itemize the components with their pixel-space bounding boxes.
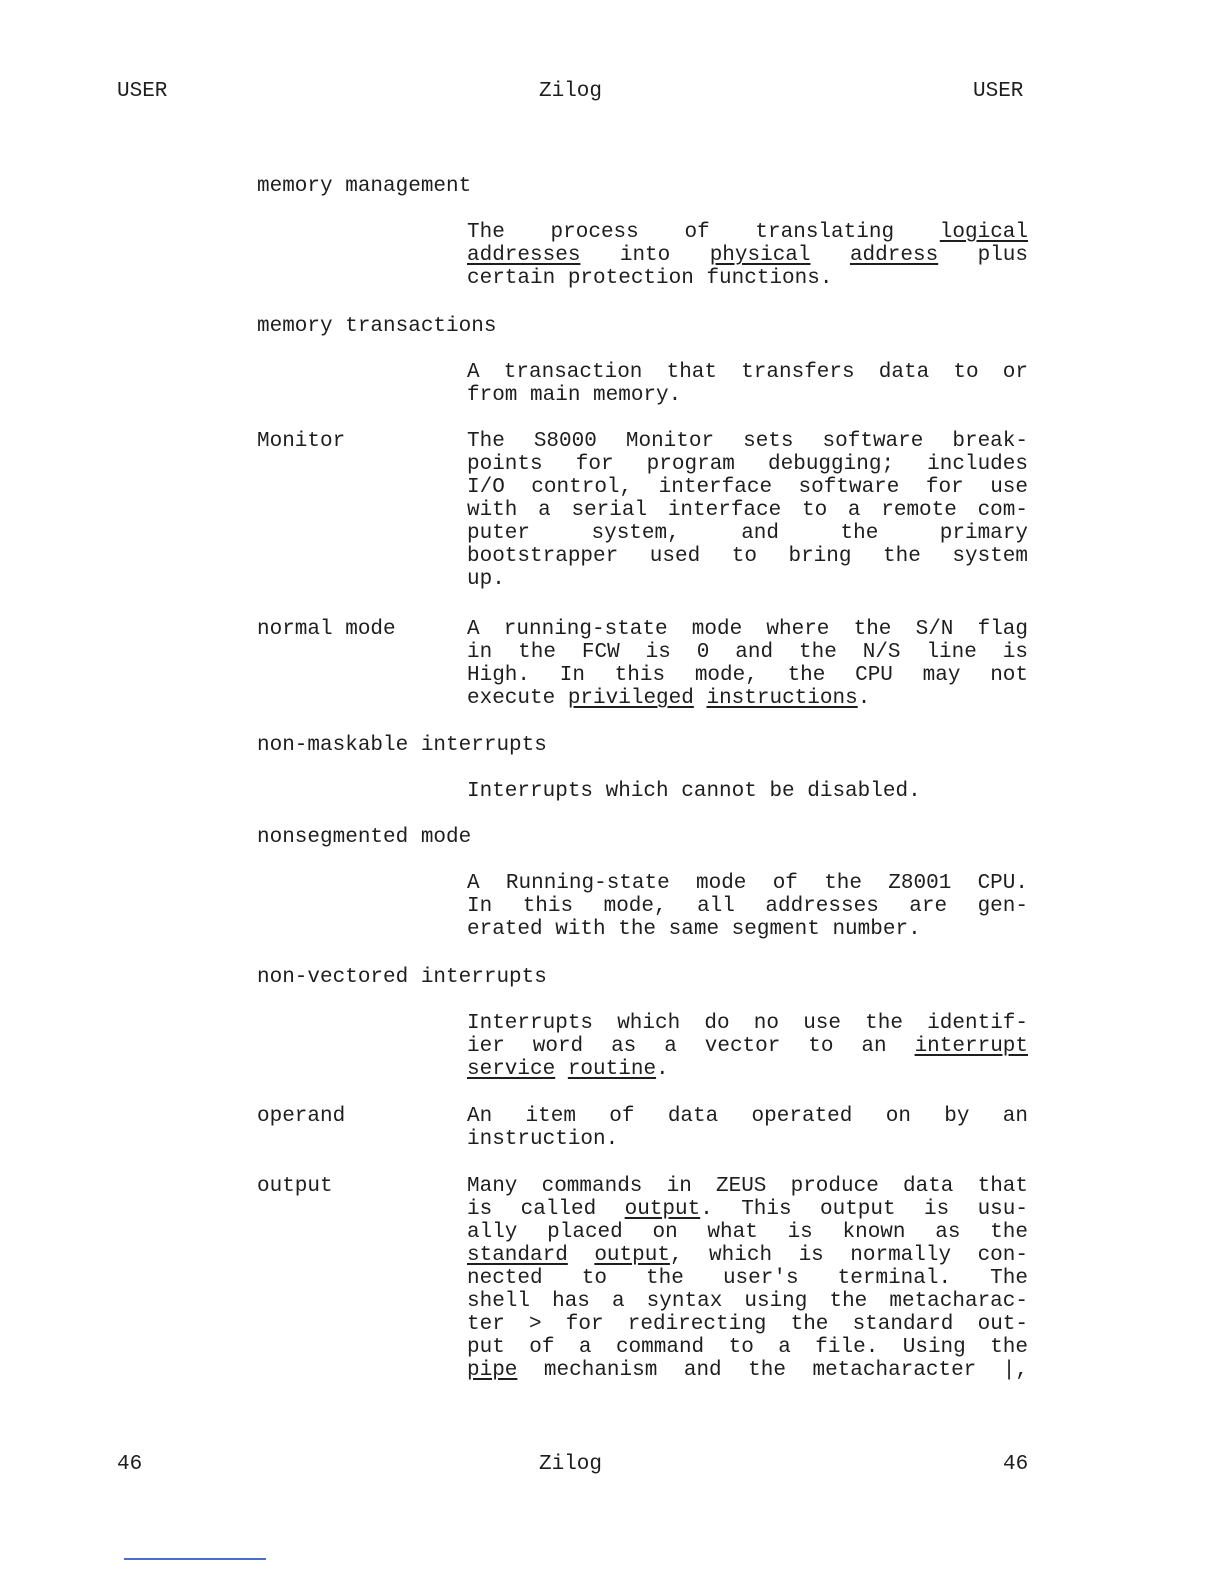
definition-text: into	[580, 244, 710, 267]
definition-line: Interrupts which do no use the identif-	[467, 1012, 1028, 1035]
link-logical: logical	[939, 221, 1028, 244]
link-routine: routine	[567, 1058, 657, 1081]
definition-line: Many commands in ZEUS produce data that	[467, 1175, 1028, 1198]
definition-memory-transactions	[467, 361, 1028, 407]
footer-left: 46	[117, 1453, 143, 1476]
definition-text	[555, 1058, 568, 1081]
definition-text: .	[656, 1058, 669, 1081]
term-output: output	[257, 1175, 333, 1198]
link-privileged: privileged	[567, 687, 694, 710]
term-memory-transactions: memory transactions	[257, 315, 497, 338]
definition-line: A running-state mode where the S/N flag	[467, 618, 1028, 641]
definition-text: mechanism and the metacharacter |,	[517, 1359, 1028, 1382]
definition-line: Interrupts which cannot be disabled.	[467, 780, 921, 803]
definition-line	[467, 1359, 1028, 1382]
definition-text: ier word as a vector to an	[467, 1035, 915, 1058]
definition-line	[467, 1035, 1028, 1058]
definition-line: High. In this mode, the CPU may not	[467, 664, 1028, 687]
footer-center: Zilog	[539, 1453, 603, 1476]
header-center: Zilog	[539, 80, 603, 103]
link-physical: physical	[709, 244, 811, 267]
definition-line: In this mode, all addresses are gen-	[467, 895, 1028, 918]
definition-text	[811, 244, 850, 267]
definition-nonsegmented-mode	[467, 872, 1028, 941]
definition-line: put of a command to a file. Using the	[467, 1336, 1028, 1359]
link-pipe: pipe	[467, 1359, 518, 1382]
definition-line: bootstrapper used to bring the system	[467, 545, 1028, 568]
term-operand: operand	[257, 1105, 346, 1128]
definition-text: , which is normally con-	[669, 1244, 1028, 1267]
term-nonsegmented-mode: nonsegmented mode	[257, 826, 472, 849]
term-memory-management: memory management	[257, 175, 472, 198]
definition-operand	[467, 1105, 1028, 1151]
definition-text: plus	[938, 244, 1029, 267]
term-monitor: Monitor	[257, 430, 346, 453]
link-interrupt: interrupt	[914, 1035, 1028, 1058]
definition-text	[694, 687, 707, 710]
header-left: USER	[117, 80, 168, 103]
definition-line: The S8000 Monitor sets software break-	[467, 430, 1028, 453]
definition-line: A Running-state mode of the Z8001 CPU.	[467, 872, 1028, 895]
definition-line: points for program debugging; includes	[467, 453, 1028, 476]
definition-text: .	[857, 687, 871, 710]
definition-line: from main memory.	[467, 384, 682, 407]
definition-monitor	[467, 430, 1028, 591]
definition-output	[467, 1175, 1028, 1382]
footer-right: 46	[1003, 1453, 1029, 1476]
definition-line: I/O control, interface software for use	[467, 476, 1028, 499]
definition-text	[568, 1244, 595, 1267]
term-non-vectored-interrupts: non-vectored interrupts	[257, 966, 547, 989]
definition-line: shell has a syntax using the metacharac-	[467, 1290, 1028, 1313]
definition-line: instruction.	[467, 1128, 619, 1151]
link-output: output	[594, 1244, 670, 1267]
definition-line	[467, 687, 1028, 710]
definition-normal-mode	[467, 618, 1028, 710]
definition-memory-management	[467, 221, 1028, 290]
definition-line	[467, 1058, 1028, 1081]
link-instructions: instructions	[706, 687, 858, 710]
definition-line: ter > for redirecting the standard out-	[467, 1313, 1028, 1336]
definition-line	[467, 221, 1028, 244]
definition-line	[467, 1244, 1028, 1267]
definition-line: puter system, and the primary	[467, 522, 1028, 545]
link-output: output	[624, 1198, 701, 1221]
term-non-maskable-interrupts: non-maskable interrupts	[257, 734, 547, 757]
link-service: service	[467, 1058, 556, 1081]
definition-non-maskable-interrupts	[467, 780, 1028, 803]
definition-line	[467, 244, 1028, 267]
definition-text: execute	[467, 687, 568, 710]
scan-edge-line	[124, 1558, 266, 1560]
definition-line: An item of data operated on by an	[467, 1105, 1028, 1128]
link-standard: standard	[467, 1244, 568, 1267]
link-address: address	[849, 244, 939, 267]
link-addresses: addresses	[467, 244, 581, 267]
term-normal-mode: normal mode	[257, 618, 396, 641]
definition-text: The process of translating	[467, 221, 940, 244]
definition-line: A transaction that transfers data to or	[467, 361, 1028, 384]
definition-line: certain protection functions.	[467, 267, 833, 290]
definition-line: with a serial interface to a remote com-	[467, 499, 1028, 522]
header-right: USER	[973, 80, 1024, 103]
definition-text: is called	[467, 1198, 625, 1221]
definition-line: nected to the user's terminal. The	[467, 1267, 1028, 1290]
definition-line: in the FCW is 0 and the N/S line is	[467, 641, 1028, 664]
definition-line	[467, 1198, 1028, 1221]
definition-text: . This output is usu-	[700, 1198, 1028, 1221]
definition-line: erated with the same segment number.	[467, 918, 921, 941]
definition-line: ally placed on what is known as the	[467, 1221, 1028, 1244]
definition-line: up.	[467, 568, 505, 591]
definition-non-vectored-interrupts	[467, 1012, 1028, 1081]
